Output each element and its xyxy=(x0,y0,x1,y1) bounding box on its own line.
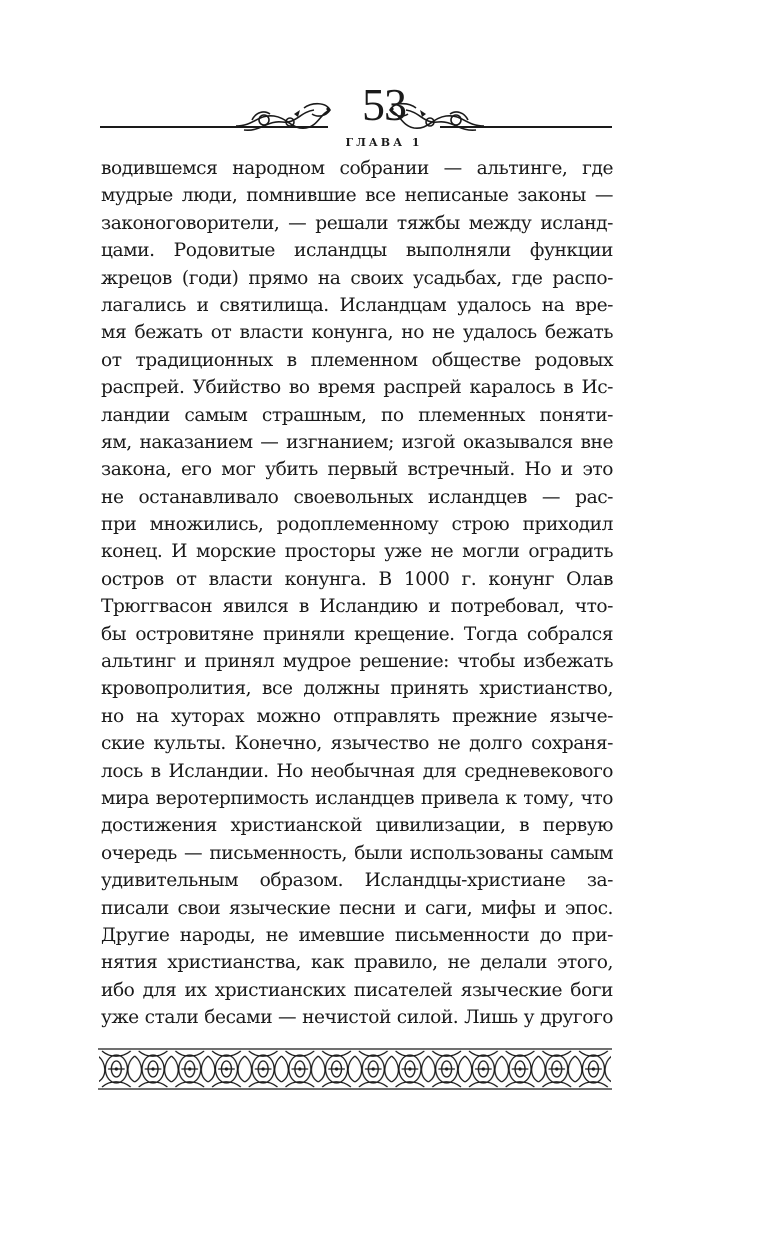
text-line: очередь — письменность, были использованы самым xyxy=(101,842,613,864)
text-line: ские культы. Конечно, язычество не долго сохраня- xyxy=(101,733,613,755)
text-line: конец. И морские просторы уже не могли оградить xyxy=(101,541,613,563)
page-number: 53 xyxy=(362,79,406,130)
text-line: достижения христианской цивилизации, в первую xyxy=(101,815,613,837)
text-line: бы островитяне приняли крещение. Тогда собрался xyxy=(101,623,613,645)
text-line: удивительным образом. Исландцы-христиане за- xyxy=(101,870,613,892)
text-line: уже стали бесами — нечистой силой. Лишь у другого xyxy=(101,1007,613,1029)
text-line: но на хуторах можно отправлять прежние языче- xyxy=(101,705,613,727)
text-line: водившемся народном собрании — альтинге, где xyxy=(101,158,613,179)
body-text xyxy=(101,155,613,1032)
knotwork-border-icon xyxy=(98,1048,612,1090)
chapter-label: ГЛАВА 1 xyxy=(345,136,423,149)
text-line: законоговорители, — решали тяжбы между исланд- xyxy=(101,212,613,234)
text-line: нятия христианства, как правило, не делали этого, xyxy=(101,952,613,974)
text-line: лагались и святилища. Исландцам удалось на вре- xyxy=(101,294,613,316)
text-line: цами. Родовитые исландцы выполняли функции xyxy=(101,240,613,262)
text-line: кровопролития, все должны принять христианство, xyxy=(101,678,613,700)
text-line: жрецов (годи) прямо на своих усадьбах, где распо- xyxy=(101,267,613,289)
text-line: писали свои языческие песни и саги, мифы и эпос. xyxy=(101,897,613,919)
text-line: Трюггвасон явился в Исландию и потребовал, что- xyxy=(101,596,613,618)
text-line: от традиционных в племенном обществе родовых xyxy=(101,349,613,371)
text-line: мира веротерпимость исландцев привела к тому, что xyxy=(101,787,613,809)
text-line: ям, наказанием — изгнанием; изгой оказывался вне xyxy=(101,431,613,453)
page-header xyxy=(0,0,768,160)
text-line: альтинг и принял мудрое решение: чтобы избежать xyxy=(101,651,613,673)
text-line: мудрые люди, помнившие все неписаные законы — xyxy=(101,185,613,207)
text-line: остров от власти конунга. В 1000 г. конунг Олав xyxy=(101,568,613,590)
text-line: лось в Исландии. Но необычная для средневекового xyxy=(101,760,613,782)
text-line: распрей. Убийство во время распрей каралось в Ис- xyxy=(101,377,613,399)
text-line: Другие народы, не имевшие письменности до при- xyxy=(101,924,613,946)
text-line: ибо для их христианских писателей языческие боги xyxy=(101,979,613,1001)
text-line: не останавливало своевольных исландцев — рас- xyxy=(101,486,613,508)
text-line: мя бежать от власти конунга, но не удалось бежать xyxy=(101,322,613,344)
text-line: при множились, родоплеменному строю приходил xyxy=(101,514,613,536)
text-line: закона, его мог убить первый встречный. Но и это xyxy=(101,459,613,481)
text-line: ландии самым страшным, по племенных поняти- xyxy=(101,404,613,426)
